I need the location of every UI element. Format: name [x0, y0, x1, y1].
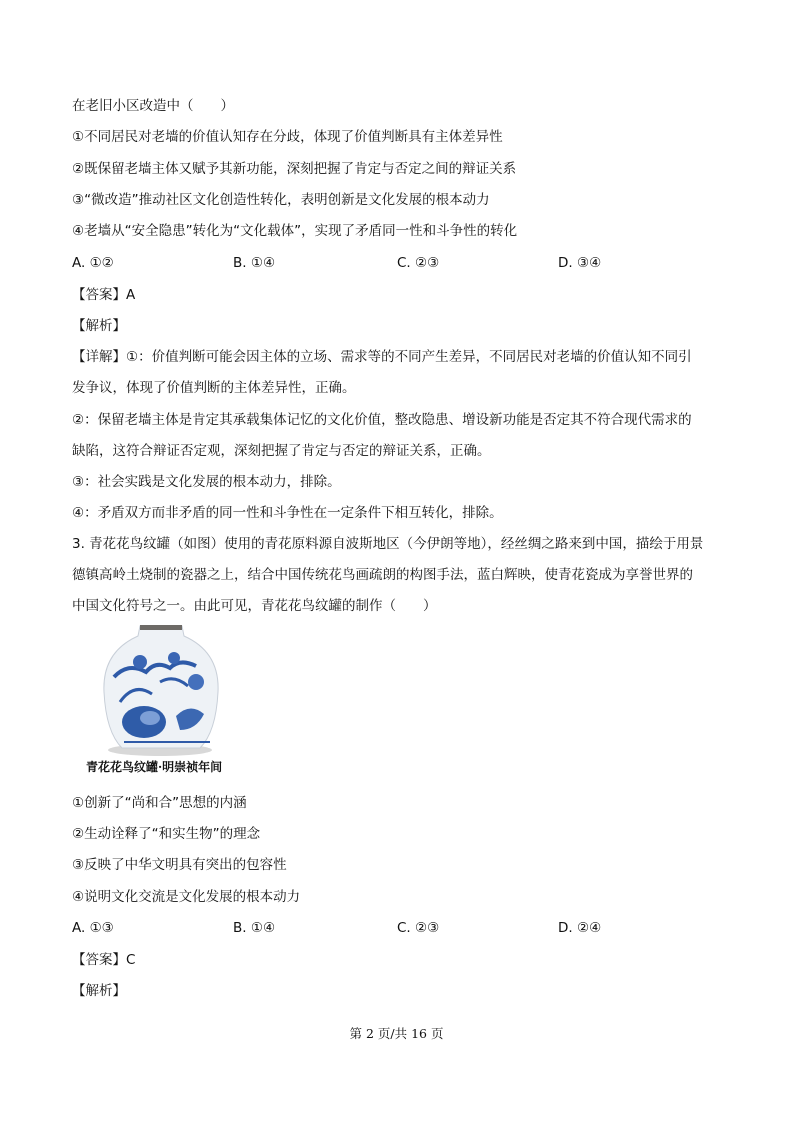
- question-stem: 在老旧小区改造中（ ）: [72, 98, 234, 114]
- option-d: D. ③④: [558, 255, 602, 271]
- statement-4: ④说明文化交流是文化发展的根本动力: [72, 889, 301, 905]
- answer-options: [72, 253, 712, 273]
- page-footer: 第 2 页/共 16 页: [349, 1026, 444, 1041]
- statement-4: ④老墙从“安全隐患”转化为“文化载体”，实现了矛盾同一性和斗争性的转化: [72, 223, 518, 239]
- analysis-line-1: 【详解】①：价值判断可能会因主体的立场、需求等的不同产生差异，不同居民对老墙的价值认知不同引: [72, 349, 692, 365]
- option-d: D. ②④: [558, 920, 602, 936]
- analysis-line-2: 发争议，体现了价值判断的主体差异性，正确。: [72, 380, 356, 396]
- question-stem-line-2: 德镇高岭土烧制的瓷器之上，结合中国传统花鸟画疏朗的构图手法，蓝白辉映，使青花瓷成为享誉世界的: [72, 567, 693, 583]
- statement-1: ①创新了“尚和合”思想的内涵: [72, 795, 247, 811]
- statement-2: ②既保留老墙主体又赋予其新功能，深刻把握了肯定与否定之间的辩证关系: [72, 161, 517, 177]
- option-b: B. ①④: [233, 255, 276, 271]
- option-c: C. ②③: [397, 255, 440, 271]
- statement-3: ③反映了中华文明具有突出的包容性: [72, 857, 287, 873]
- vase-image: [100, 622, 250, 757]
- answer-line: 【答案】C: [72, 952, 136, 968]
- statement-2: ②生动诠释了“和实生物”的理念: [72, 826, 261, 842]
- answer-options: [72, 918, 712, 938]
- analysis-line-5: ③：社会实践是文化发展的根本动力，排除。: [72, 474, 341, 490]
- analysis-label: 【解析】: [72, 318, 126, 334]
- option-a: A. ①②: [72, 255, 114, 271]
- option-a: A. ①③: [72, 920, 114, 936]
- option-c: C. ②③: [397, 920, 440, 936]
- question-stem-line-1: 3. 青花花鸟纹罐（如图）使用的青花原料源自波斯地区（今伊朗等地），经丝绸之路来到中国，描绘于用景: [72, 536, 704, 552]
- analysis-line-4: 缺陷，这符合辩证否定观，深刻把握了肯定与否定的辩证关系，正确。: [72, 443, 491, 459]
- image-caption: 青花花鸟纹罐·明崇祯年间: [86, 760, 223, 774]
- question-stem-line-3: 中国文化符号之一。由此可见，青花花鸟纹罐的制作（ ）: [72, 598, 437, 614]
- statement-3: ③“微改造”推动社区文化创造性转化，表明创新是文化发展的根本动力: [72, 192, 490, 208]
- statement-1: ①不同居民对老墙的价值认知存在分歧，体现了价值判断具有主体差异性: [72, 129, 503, 145]
- answer-line: 【答案】A: [72, 287, 136, 303]
- analysis-line-6: ④：矛盾双方而非矛盾的同一性和斗争性在一定条件下相互转化，排除。: [72, 505, 503, 521]
- analysis-line-3: ②：保留老墙主体是肯定其承载集体记忆的文化价值，整改隐患、增设新功能是否定其不符合现代需求的: [72, 412, 692, 428]
- option-b: B. ①④: [233, 920, 276, 936]
- analysis-label: 【解析】: [72, 983, 126, 999]
